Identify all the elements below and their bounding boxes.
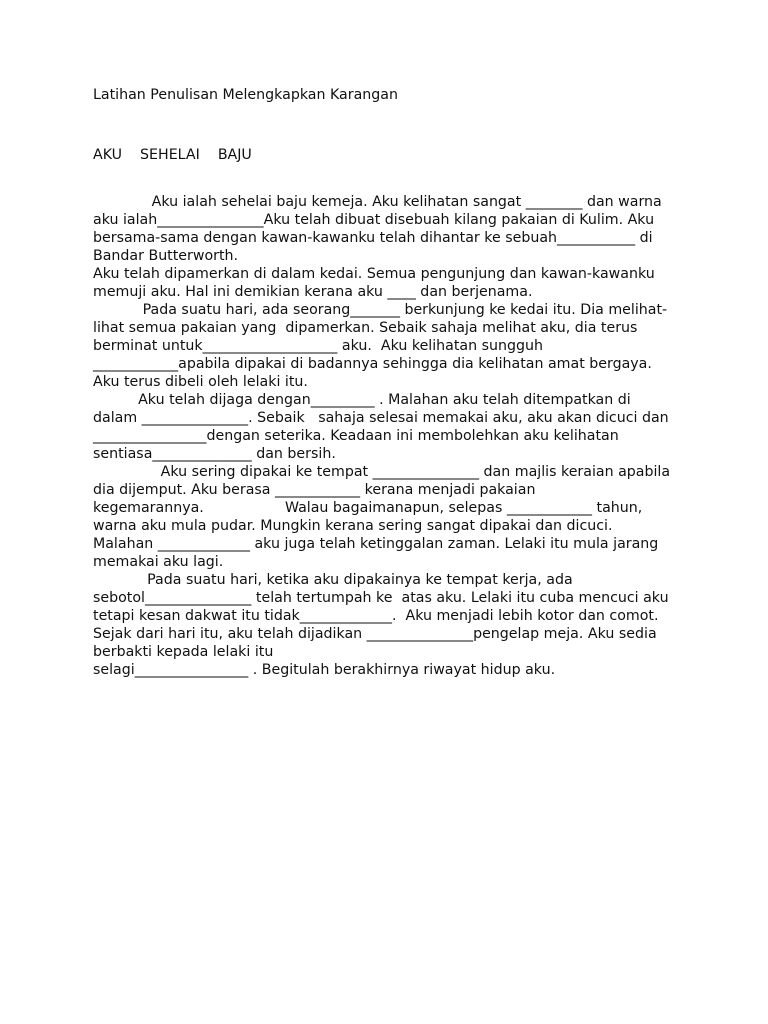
essay-line: ____________apabila dipakai di badannya sehingga dia kelihatan amat bergaya.: [93, 356, 652, 372]
essay-title: AKU SEHELAI BAJU: [93, 147, 252, 163]
essay-line: sebotol_______________ telah tertumpah ke atas aku. Lelaki itu cuba mencuci aku: [93, 590, 669, 606]
essay-line: berminat untuk___________________ aku. Aku kelihatan sungguh: [93, 338, 544, 354]
exercise-heading: Latihan Penulisan Melengkapkan Karangan: [93, 87, 398, 103]
essay-line: selagi________________ . Begitulah berakhirnya riwayat hidup aku.: [93, 662, 556, 678]
essay-line: Aku telah dipamerkan di dalam kedai. Semua pengunjung dan kawan-kawanku: [93, 266, 655, 282]
essay-line: bersama-sama dengan kawan-kawanku telah dihantar ke sebuah___________ di: [93, 230, 653, 246]
essay-line: berbakti kepada lelaki itu: [93, 644, 274, 660]
essay-line: aku ialah_______________Aku telah dibuat disebuah kilang pakaian di Kulim. Aku: [93, 212, 655, 228]
essay-line: memakai aku lagi.: [93, 554, 224, 570]
essay-line: memuji aku. Hal ini demikian kerana aku ____ dan berjenama.: [93, 284, 533, 300]
essay-line: dia dijemput. Aku berasa ____________ kerana menjadi pakaian: [93, 482, 536, 498]
essay-line: Aku sering dipakai ke tempat _______________ dan majlis keraian apabila: [93, 464, 671, 480]
essay-line: kegemarannya. Walau bagaimanapun, selepas ____________ tahun,: [93, 500, 643, 516]
essay-line: dalam _______________. Sebaik sahaja selesai memakai aku, aku akan dicuci dan: [93, 410, 669, 426]
essay-line: Pada suatu hari, ada seorang_______ berkunjung ke kedai itu. Dia melihat-: [93, 302, 668, 318]
essay-line: tetapi kesan dakwat itu tidak_____________. Aku menjadi lebih kotor dan comot.: [93, 608, 659, 624]
essay-line: Aku telah dijaga dengan_________ . Malahan aku telah ditempatkan di: [93, 392, 631, 408]
essay-line: Malahan _____________ aku juga telah ketinggalan zaman. Lelaki itu mula jarang: [93, 536, 659, 552]
essay-line: Aku terus dibeli oleh lelaki itu.: [93, 374, 308, 390]
essay-line: warna aku mula pudar. Mungkin kerana sering sangat dipakai dan dicuci.: [93, 518, 613, 534]
essay-line: Sejak dari hari itu, aku telah dijadikan _______________pengelap meja. Aku sedia: [93, 626, 657, 642]
essay-line: lihat semua pakaian yang dipamerkan. Sebaik sahaja melihat aku, dia terus: [93, 320, 638, 336]
essay-line: ________________dengan seterika. Keadaan ini membolehkan aku kelihatan: [93, 428, 619, 444]
essay-line: Aku ialah sehelai baju kemeja. Aku kelihatan sangat ________ dan warna: [93, 194, 662, 210]
essay-line: sentiasa______________ dan bersih.: [93, 446, 336, 462]
essay-body: [93, 193, 693, 679]
essay-line: Bandar Butterworth.: [93, 248, 239, 264]
essay-line: Pada suatu hari, ketika aku dipakainya ke tempat kerja, ada: [93, 572, 573, 588]
